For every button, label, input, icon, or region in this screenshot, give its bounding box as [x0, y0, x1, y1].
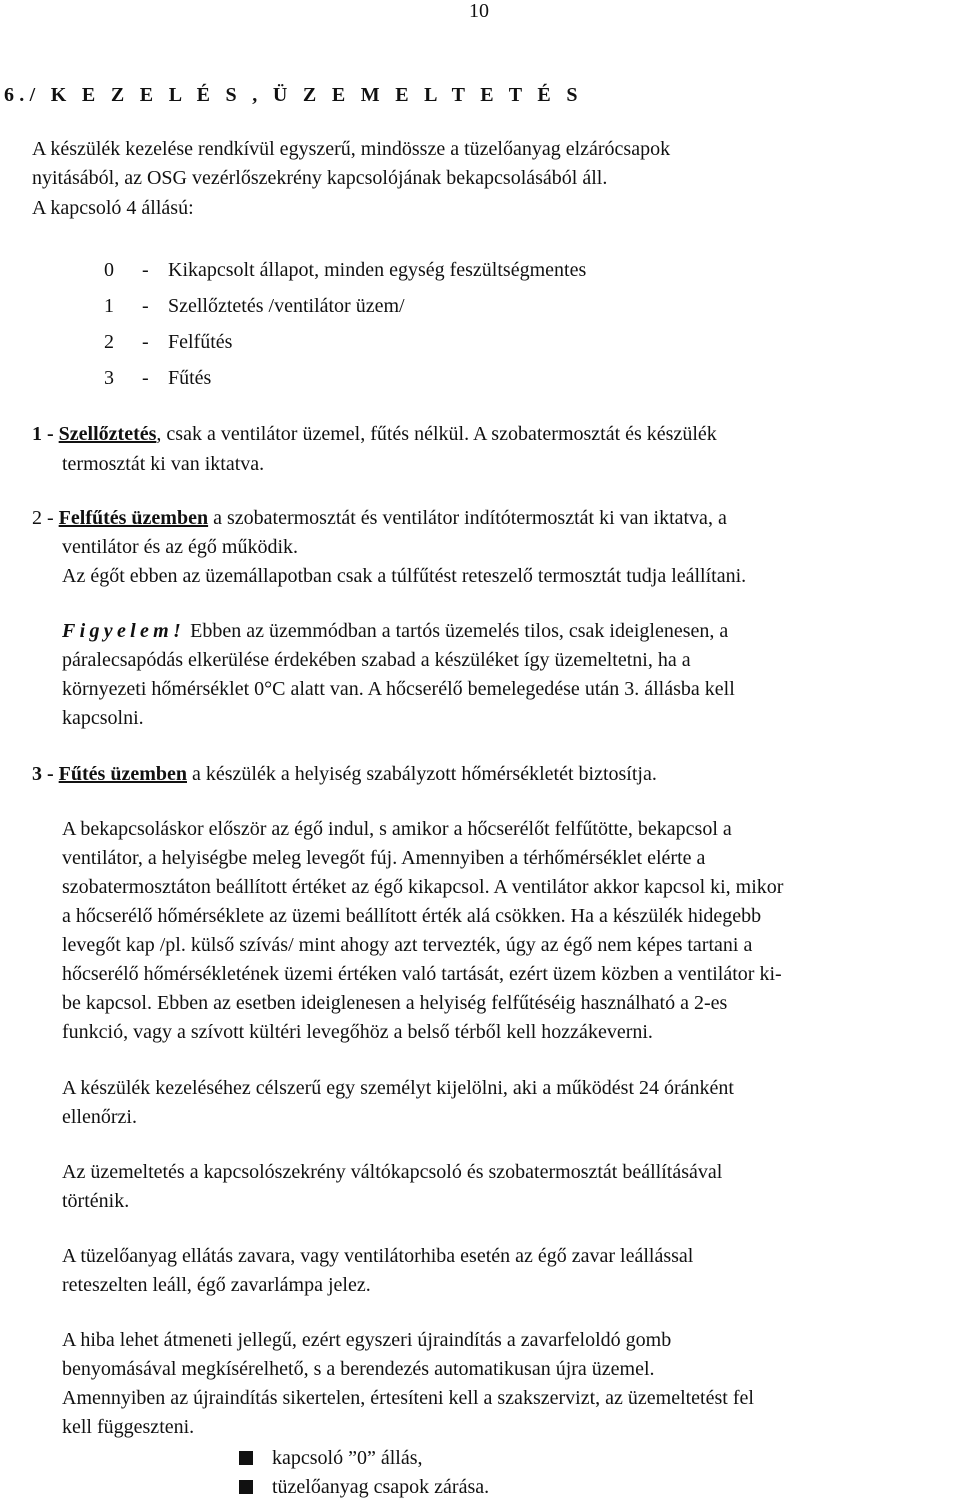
mode-1-comma: , [156, 423, 162, 445]
switch-position-dash: - [142, 295, 149, 317]
paragraph-line: A tüzelőanyag ellátás zavara, vagy ventilátorhiba esetén az égő zavar leállással [62, 1245, 694, 1267]
paragraph-line: ellenőrzi. [62, 1106, 137, 1128]
switch-position-text: Kikapcsolt állapot, minden egység feszültségmentes [168, 259, 587, 281]
paragraph-line: benyomásával megkísérelhető, s a berendezés automatikusan újra üzemel. [62, 1358, 655, 1380]
mode-2-line-2: ventilátor és az égő működik. [62, 536, 299, 558]
paragraph-line: a hőcserélő hőmérséklete az üzemi beállított érték alá csökken. Ha a készülék hidegebb [62, 905, 762, 927]
switch-position-text: Fűtés [168, 367, 212, 389]
mode-1-text: csak a ventilátor üzemel, fűtés nélkül. A szobatermosztát és készülék [161, 423, 717, 445]
switch-position-dash: - [142, 331, 149, 353]
square-bullet-icon [239, 1480, 253, 1494]
paragraph-line: reteszelten leáll, égő zavarlámpa jelez. [62, 1274, 371, 1296]
switch-position-number: 1 [104, 295, 114, 317]
mode-1-line-2: termosztát ki van iktatva. [62, 453, 265, 475]
mode-3-prefix: 3 - [32, 763, 59, 785]
switch-position-number: 0 [104, 259, 114, 281]
paragraph-line: A bekapcsoláskor először az égő indul, s amikor a hőcserélőt felfűtötte, bekapcsol a [62, 818, 732, 840]
switch-position-number: 2 [104, 331, 114, 353]
paragraph-line: szobatermosztáton beállított értéket az égő kikapcsol. A ventilátor akkor kapcsol ki, mikor [62, 876, 784, 898]
warning-line-1 [62, 621, 728, 641]
intro-line-1: A készülék kezelése rendkívül egyszerű, mindössze a tüzelőanyag elzárócsapok [32, 138, 671, 160]
intro-line-2: nyitásából, az OSG vezérlőszekrény kapcsolójának bekapcsolásából áll. [32, 167, 608, 189]
warning-label: Figyelem! [62, 620, 186, 642]
paragraph-line: levegőt kap /pl. külső szívás/ mint ahogy azt tervezték, úgy az égő nem képes tartani a [62, 934, 753, 956]
warning-text: Ebben az üzemmódban a tartós üzemelés tilos, csak ideiglenesen, a [185, 620, 729, 642]
mode-2-line-3: Az égőt ebben az üzemállapotban csak a túlfűtést reteszelő termosztát tudja leállítani. [62, 565, 747, 587]
bullet-text: kapcsoló ”0” állás, [272, 1447, 423, 1469]
paragraph-line: Az üzemeltetés a kapcsolószekrény váltókapcsoló és szobatermosztát beállításával [62, 1161, 723, 1183]
mode-2-line-1 [32, 508, 727, 528]
page-number: 10 [469, 0, 489, 22]
switch-position-text: Felfűtés [168, 331, 233, 353]
paragraph-line: ventilátor, a helyiségbe meleg levegőt fúj. Amennyiben a térhőmérséklet elérte a [62, 847, 706, 869]
square-bullet-icon [239, 1451, 253, 1465]
switch-position-text: Szellőztetés /ventilátor üzem/ [168, 295, 405, 317]
paragraph-line: A készülék kezeléséhez célszerű egy személyt kijelölni, aki a működést 24 óránként [62, 1077, 734, 1099]
mode-1-prefix: 1 - [32, 423, 59, 445]
paragraph-line: hőcserélő hőmérsékletének üzemi értéken való tartását, ezért üzem közben a ventilátor ki- [62, 963, 782, 985]
intro-line-3: A kapcsoló 4 állású: [32, 197, 194, 219]
bullet-text: tüzelőanyag csapok zárása. [272, 1476, 490, 1498]
mode-3-line-1 [32, 764, 657, 784]
warning-line-2: páralecsapódás elkerülése érdekében szabad a készüléket így üzemeltetni, ha a [62, 649, 691, 671]
mode-2-title: Felfűtés üzemben [58, 507, 209, 529]
section-title: 6./ K E Z E L É S , Ü Z E M E L T E T É S [4, 84, 583, 106]
mode-2-text: a szobatermosztát és ventilátor indítótermosztát ki van iktatva, a [208, 507, 727, 529]
paragraph-line: funkció, vagy a szívott kültéri levegőhöz a belső térből kell hozzákeverni. [62, 1021, 653, 1043]
switch-position-number: 3 [104, 367, 114, 389]
mode-1-title: Szellőztetés [58, 423, 157, 445]
switch-position-dash: - [142, 259, 149, 281]
mode-3-title: Fűtés üzemben [58, 763, 187, 785]
mode-1-line-1 [32, 424, 717, 444]
paragraph-line: történik. [62, 1190, 130, 1212]
mode-2-prefix: 2 - [32, 507, 59, 529]
paragraph-line: Amennyiben az újraindítás sikertelen, értesíteni kell a szakszervizt, az üzemeltetést fel [62, 1387, 754, 1409]
switch-position-dash: - [142, 367, 149, 389]
warning-line-4: kapcsolni. [62, 707, 144, 729]
paragraph-line: kell függeszteni. [62, 1416, 195, 1438]
warning-line-3: környezeti hőmérséklet 0°C alatt van. A hőcserélő bemelegedése után 3. állásba kell [62, 678, 735, 700]
paragraph-line: be kapcsol. Ebben az esetben ideiglenesen a helyiség felfűtéséig használható a 2-es [62, 992, 728, 1014]
paragraph-line: A hiba lehet átmeneti jellegű, ezért egyszeri újraindítás a zavarfeloldó gomb [62, 1329, 672, 1351]
mode-3-text: a készülék a helyiség szabályzott hőmérsékletét biztosítja. [187, 763, 657, 785]
